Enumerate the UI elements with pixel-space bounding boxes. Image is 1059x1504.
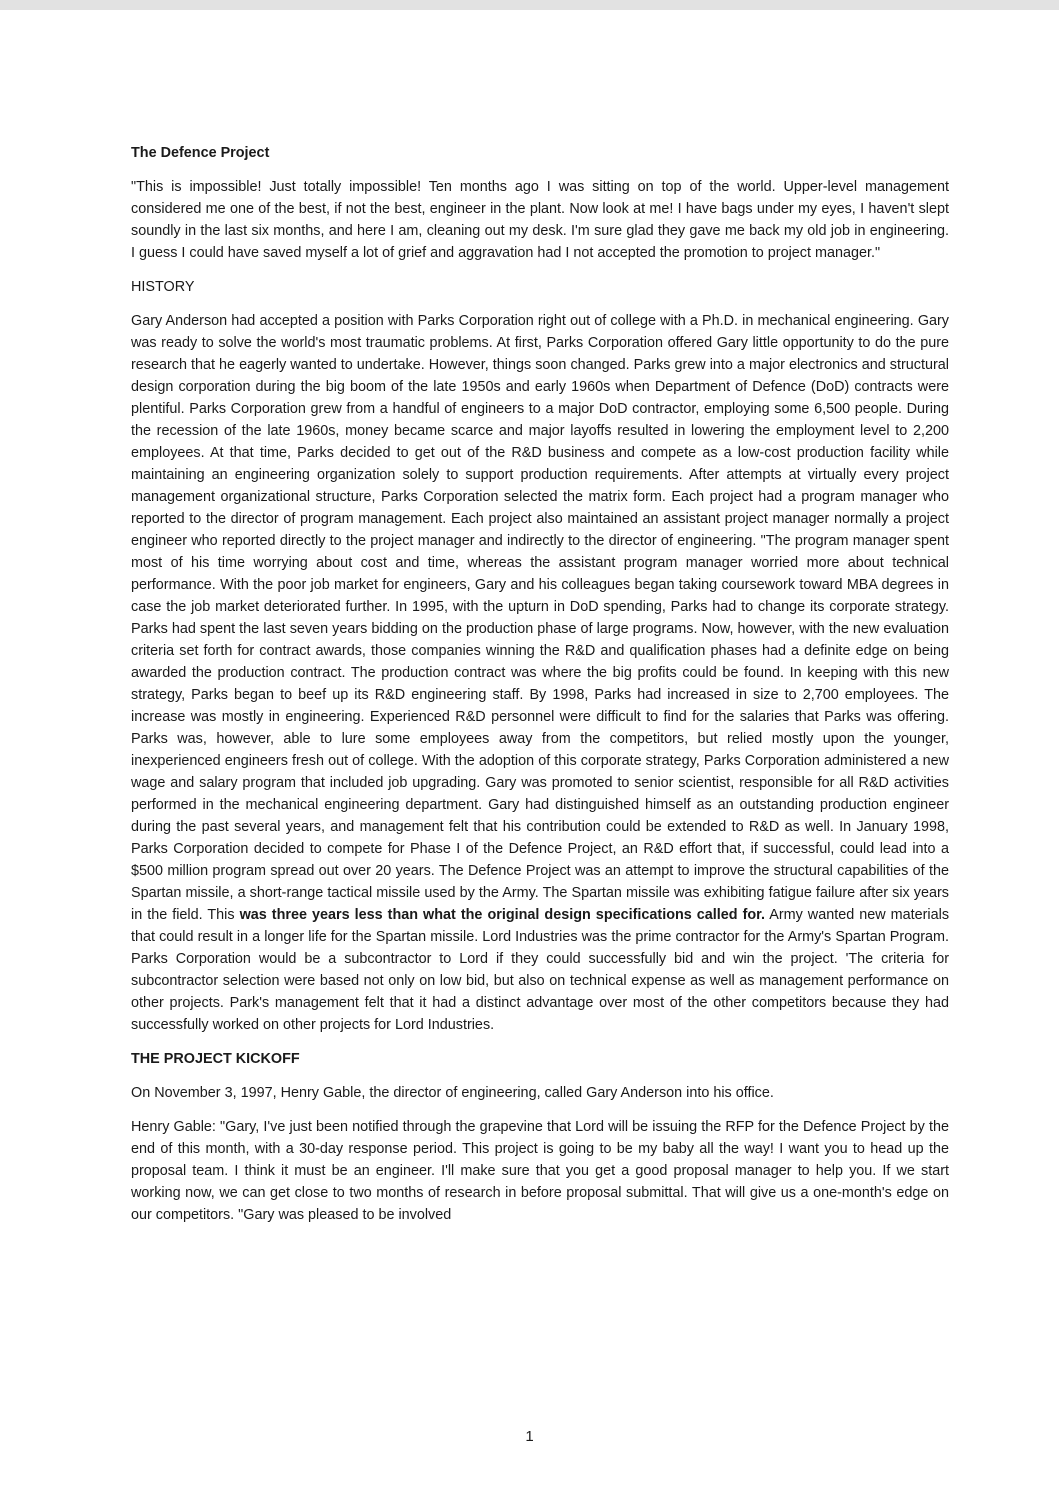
viewer-top-bar — [0, 0, 1059, 10]
kickoff-paragraph-2: Henry Gable: "Gary, I've just been notified through the grapevine that Lord will be issuing the RFP for the Defence Project by the end of this month, with a 30-day response period. This project is going to be my baby all the way! I want you to head up the proposal team. I think it must be an engineer. I'll make sure that you get a good proposal manager to help you. If we start working now, we can get close to two months of research in before proposal submittal. That will give us a one-month's edge on our competitors. "Gary was pleased to be involved — [131, 1119, 949, 1223]
document-page — [131, 142, 949, 1238]
history-paragraph — [131, 310, 949, 1036]
intro-quote-paragraph: "This is impossible! Just totally impossible! Ten months ago I was sitting on top of the world. Upper-level management considered me one of the best, if not the best, engineer in the plant. Now look at me! I have bags under my eyes, I haven't slept soundly in the last six months, and here I am, cleaning out my desk. I'm sure glad they gave me back my old job in engineering. I guess I could have saved myself a lot of grief and aggravation had I not accepted the promotion to project manager." — [131, 179, 949, 261]
history-text-bold: was three years less than what the original design specifications called for. — [239, 907, 765, 923]
history-text-part-1: Gary Anderson had accepted a position with Parks Corporation right out of college with a Ph.D. in mechanical engineering. Gary was ready to solve the world's most traumatic problems. At first, Parks Corporation offered Gary little opportunity to do the pure research that he eagerly wanted to undertake. However, things soon changed. Parks grew into a major electronics and structural design corporation during the big boom of the late 1950s and early 1960s when Department of Defence (DoD) contracts were plentiful. Parks Corporation grew from a handful of engineers to a major DoD contractor, employing some 6,500 people. During the recession of the late 1960s, money became scarce and major layoffs resulted in lowering the employment level to 2,200 employees. At that time, Parks decided to get out of the R&D business and compete as a low-cost production facility while maintaining an engineering organization solely to support production requirements. After attempts at virtually every project management organizational structure, Parks Corporation selected the matrix form. Each project had a program manager who reported to the director of program management. Each project also maintained an assistant project manager normally a project engineer who reported directly to the project manager and indirectly to the director of engineering. "The program manager spent most of his time worrying about cost and time, whereas the assistant program manager worried more about technical performance. With the poor job market for engineers, Gary and his colleagues began taking coursework toward MBA degrees in case the job market deteriorated further. In 1995, with the upturn in DoD spending, Parks had to change its corporate strategy. Parks had spent the last seven years bidding on the production phase of large programs. Now, however, with the new evaluation criteria set forth for contract awards, those companies winning the R&D and qualification phases had a definite edge on being awarded the production contract. The production contract was where the big profits could be found. In keeping with this new strategy, Parks began to beef up its R&D engineering staff. By 1998, Parks had increased in size to 2,700 employees. The increase was mostly in engineering. Experienced R&D personnel were difficult to find for the salaries that Parks was offering. Parks was, however, able to lure some employees away from the competitors, but relied mostly upon the younger, inexperienced engineers fresh out of college. With the adoption of this corporate strategy, Parks Corporation administered a new wage and salary program that included job upgrading. Gary was promoted to senior scientist, responsible for all R&D activities performed in the mechanical engineering department. Gary had distinguished himself as an outstanding production engineer during the past several years, and management felt that his contribution could be extended to R&D as well. In January 1998, Parks Corporation decided to compete for Phase I of the Defence Project, an R&D effort that, if successful, could lead into a $500 million program spread out over 20 years. The Defence Project was an attempt to improve the structural capabilities of the Spartan missile, a short-range tactical missile used by the Army. The Spartan missile was exhibiting fatigue failure after six years in the field. This — [131, 313, 949, 923]
history-heading: HISTORY — [131, 279, 195, 295]
document-title: The Defence Project — [131, 145, 270, 161]
kickoff-heading: THE PROJECT KICKOFF — [131, 1051, 300, 1067]
history-text-part-2: Army wanted new materials that could result in a longer life for the Spartan missile. Lord Industries was the prime contractor for the Army's Spartan Program. Parks Corporation would be a subcontractor to Lord if they could successfully bid and win the project. 'The criteria for subcontractor selection were based not only on low bid, but also on technical expense as well as management performance on other projects. Park's management felt that it had a distinct advantage over most of the other competitors because they had successfully worked on other projects for Lord Industries. — [131, 907, 950, 1033]
page-number: 1 — [525, 1428, 534, 1445]
kickoff-paragraph-1: On November 3, 1997, Henry Gable, the director of engineering, called Gary Anderson into his office. — [131, 1085, 774, 1101]
